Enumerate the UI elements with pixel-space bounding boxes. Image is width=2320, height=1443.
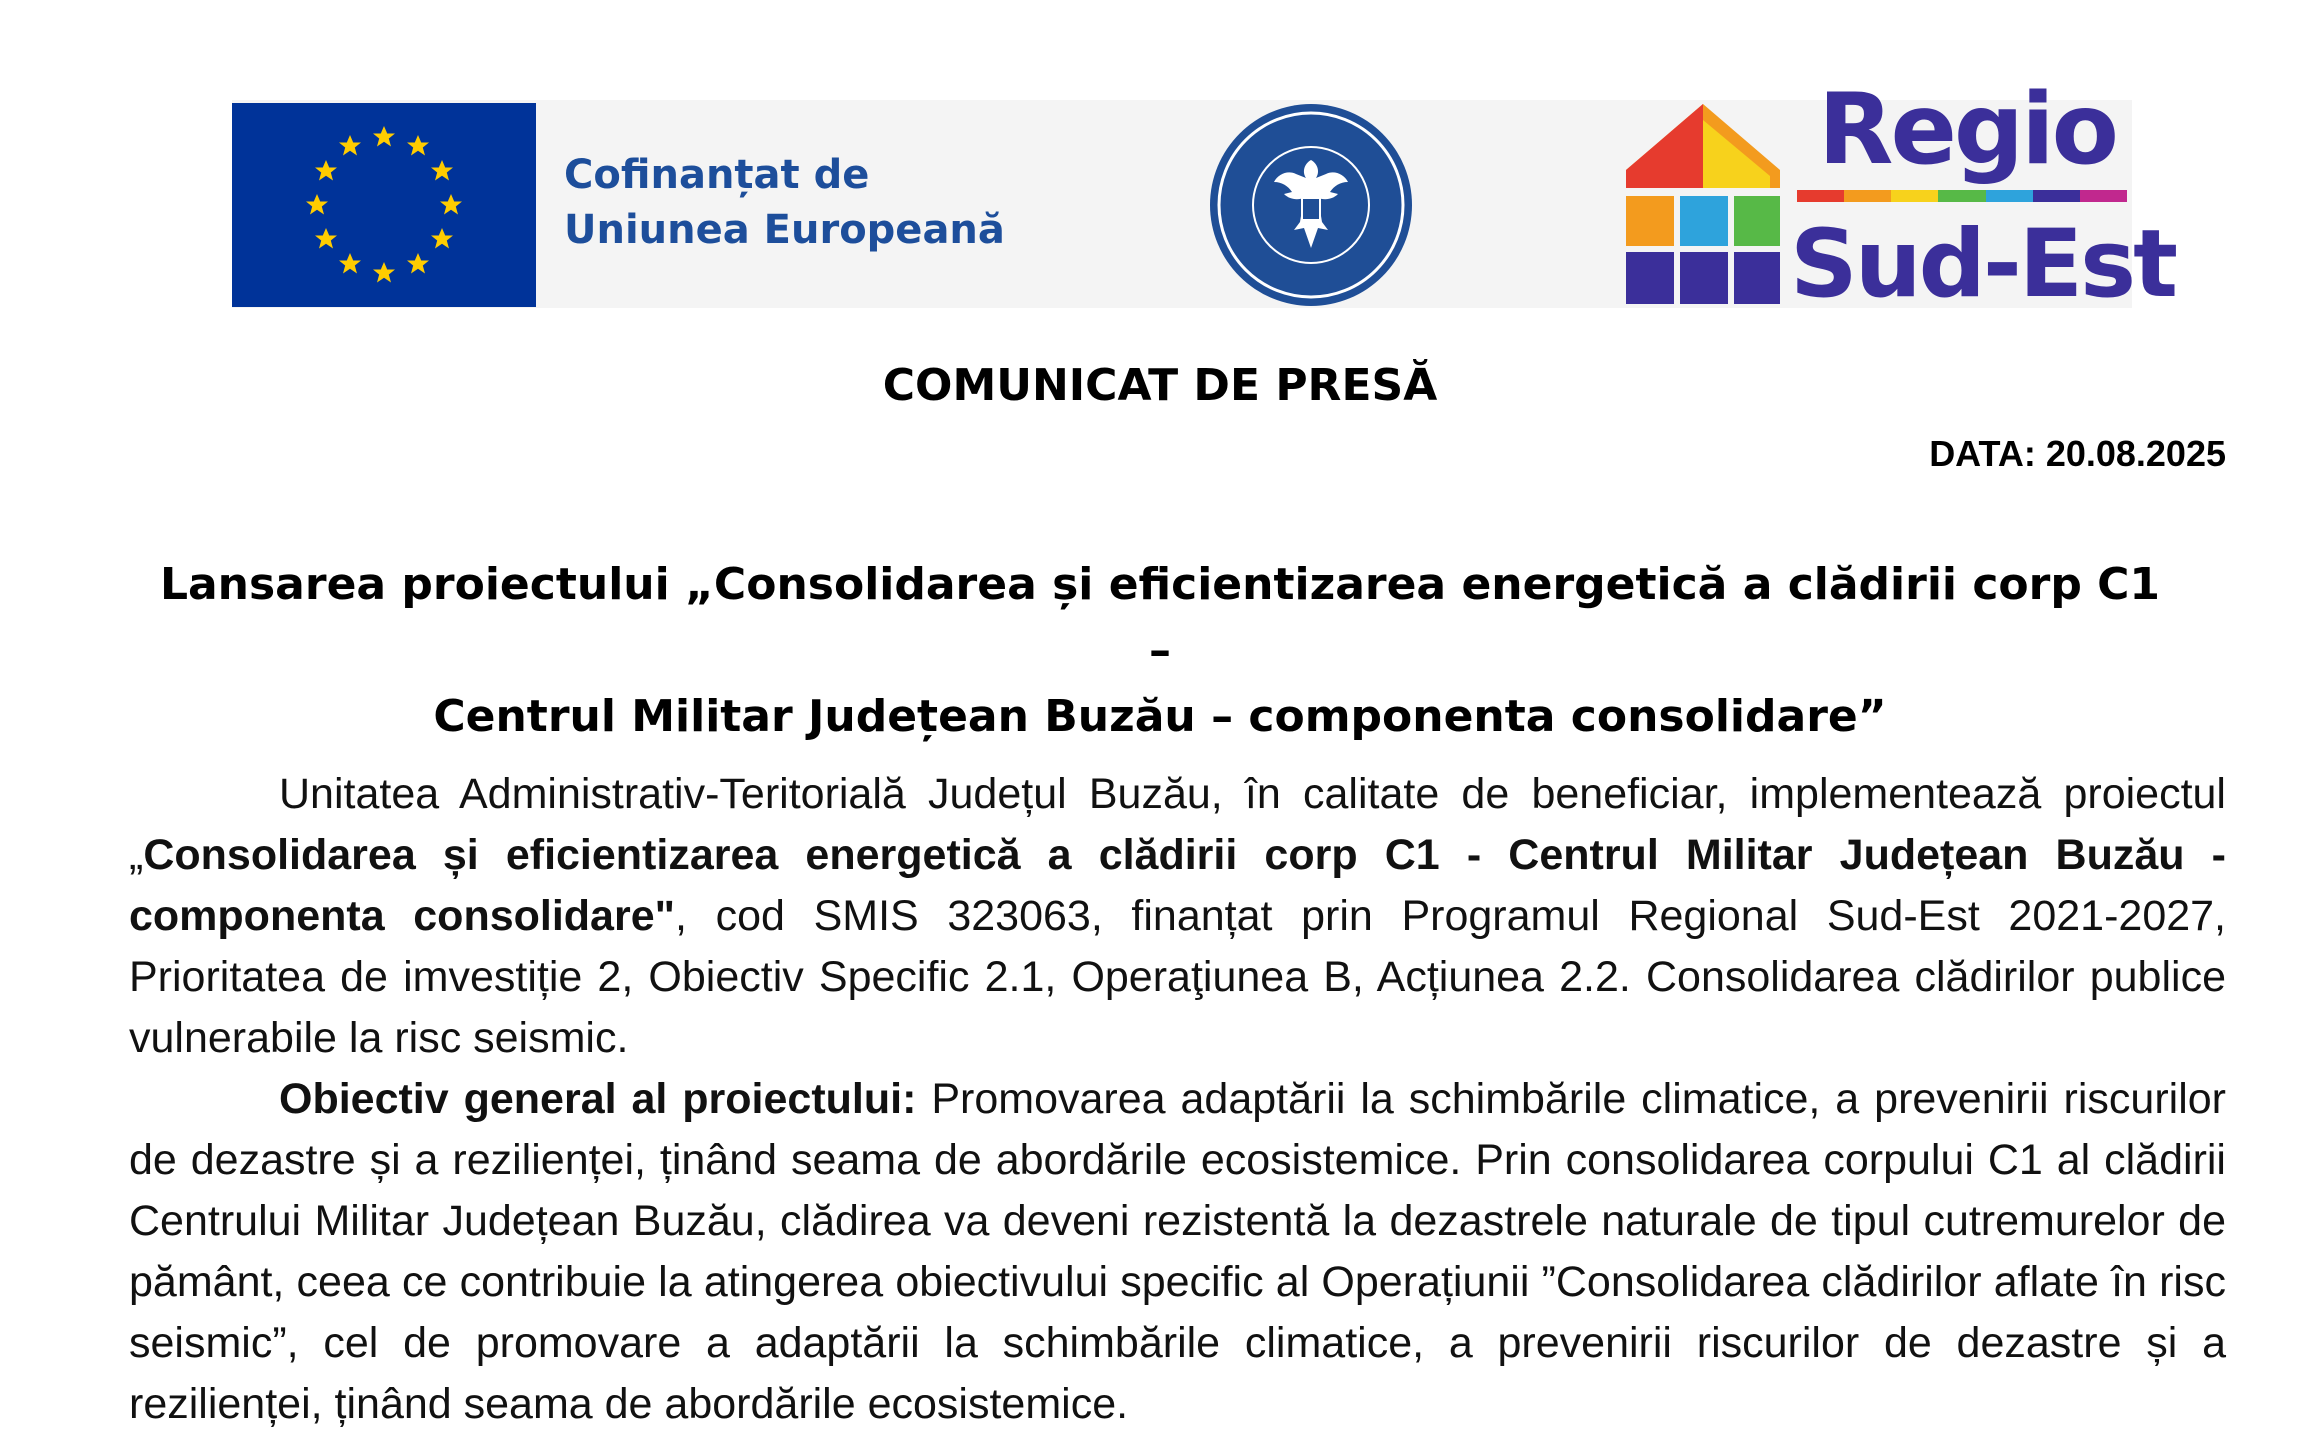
regio-subtitle: Sud-Est — [1790, 210, 2176, 319]
paragraph-intro — [129, 764, 2226, 1069]
paragraph-objective — [129, 1069, 2226, 1435]
eu-cofinance-text — [564, 148, 1024, 258]
stripe-orange — [1844, 190, 1891, 202]
stripe-green — [1938, 190, 1985, 202]
eu-text-line2: Uniunea Europeană — [564, 207, 1005, 253]
stripe-blue — [1986, 190, 2033, 202]
project-title — [150, 552, 2170, 750]
project-name-bold: Consolidarea și eficientizarea energetică a clădirii corp C1 - Centrul Militar Județean Buzău - componenta consolidare" — [129, 831, 2226, 940]
stripe-magenta — [2080, 190, 2127, 202]
press-release-heading: COMUNICAT DE PRESĂ — [882, 360, 1438, 411]
paragraph-intro-rest: , cod SMIS 323063, finanțat prin Programul Regional Sud-Est 2021-2027, Prioritatea de imvestiție 2, Obiectiv Specific 2.1, Operaţiunea B, Acțiunea 2.2. Consolidarea clădirilor publice vulnerabile la risc seismic. — [129, 892, 2227, 1062]
stripe-red — [1797, 190, 1844, 202]
government-seal-icon — [1208, 102, 1414, 308]
eu-flag-icon — [232, 103, 536, 307]
objective-text: Promovarea adaptării la schimbările climatice, a prevenirii riscurilor de dezastre și a rezilienței, ținând seama de abordările ecosistemice. Prin consolidarea corpului C1 al clădirii Centrului Militar Județean Buzău, clădirea va deveni rezistentă la dezastrele naturale de tipul cutremurelor de pământ, ceea ce contribuie la atingerea obiectivului specific al Operațiunii ”Consolidarea clădirilor aflate în risc seismic”, cel de promovare a adaptării la schimbările climatice, a prevenirii riscurilor de dezastre și a rezilienței, ținând seama de abordările ecosistemice. — [129, 1075, 2226, 1428]
body-text — [129, 764, 2226, 1435]
regio-color-stripe — [1797, 190, 2127, 202]
paragraph-intro-start: Unitatea Administrativ-Teritorială Județul Buzău, în calitate de beneficiar, implementează proiectul „ — [129, 770, 2226, 879]
objective-label: Obiectiv general al proiectului: — [279, 1075, 917, 1123]
regio-house-icon — [1620, 100, 1786, 308]
project-title-line1: Lansarea proiectului „Consolidarea și eficientizarea energetică a clădirii corp C1 – — [159, 559, 2161, 676]
project-title-line2: Centrul Militar Județean Buzău – componenta consolidare” — [433, 691, 1887, 742]
stripe-purple — [2033, 190, 2080, 202]
eu-text-line1: Cofinanțat de — [564, 152, 870, 198]
regio-title: Regio — [1818, 73, 2116, 187]
stripe-yellow — [1891, 190, 1938, 202]
release-date: DATA: 20.08.2025 — [1929, 433, 2226, 474]
